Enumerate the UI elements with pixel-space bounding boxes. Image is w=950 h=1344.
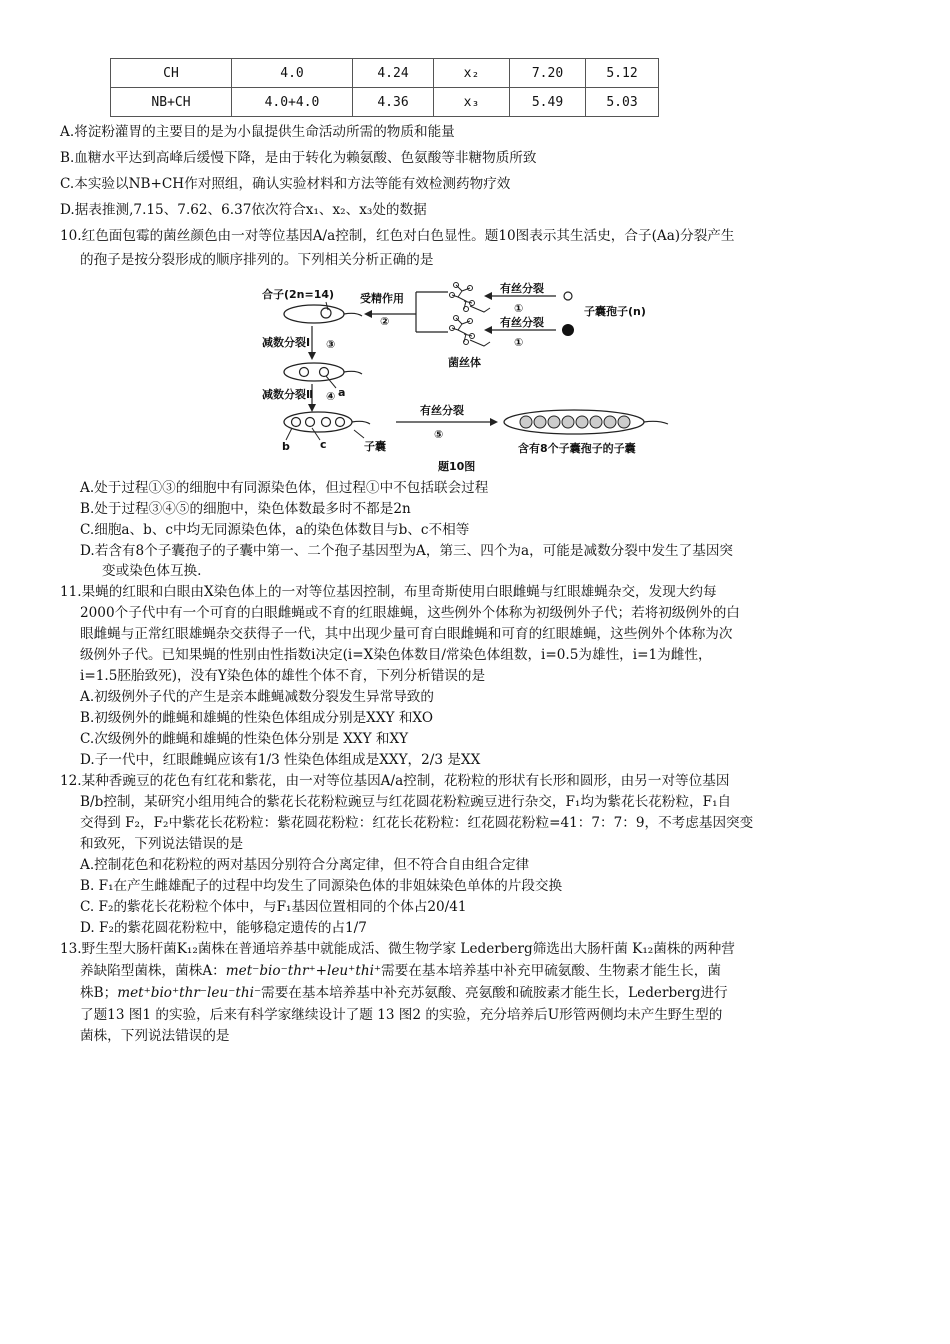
meiosis1-label: 减数分裂Ⅰ — [262, 336, 311, 349]
step1-top-label: ① — [514, 302, 524, 315]
fertilization-label: 受精作用 — [360, 292, 404, 305]
table-cell: 5.12 — [586, 59, 659, 88]
ascus-meiosis1 — [284, 363, 344, 381]
q11-stem-line4: 级例外子代。已知果蝇的性别由性指数i决定(i=X染色体数目/常染色体组数，i=0.5为雄性，i=1为雌性， — [80, 647, 712, 663]
mycelium-bottom — [450, 316, 491, 347]
ascus8-label: 含有8个子囊孢子的子囊 — [518, 442, 636, 455]
q13-text: 株B； — [80, 985, 118, 1001]
label-a: a — [338, 386, 346, 399]
q13-text: 养缺陷型菌株，菌株A： — [80, 963, 226, 979]
q10-stem-line1: 10.红色面包霉的菌丝颜色由一对等位基因A/a控制，红色对白色显性。题10图表示其生活史，合子(Aa)分裂产生 — [60, 228, 735, 244]
q10-option-b: B.处于过程③④⑤的细胞中，染色体数最多时不都是2n — [80, 501, 411, 517]
nucleus — [320, 368, 329, 377]
q11-stem-line1: 11.果蝇的红眼和白眼由X染色体上的一对等位基因控制，布里奇斯使用白眼雌蝇与红眼雄蝇杂交，发现大约每 — [60, 584, 717, 600]
zygote-stalk — [344, 313, 362, 316]
arrowhead — [484, 326, 492, 334]
q10-stem-line2: 的孢子是按分裂形成的顺序排列的。下列相关分析正确的是 — [80, 252, 434, 268]
ascus-stalk — [352, 421, 370, 424]
q12-stem-line2: B/b控制，某研究小组用纯合的紫花长花粉粒豌豆与红花圆花粉粒豌豆进行杂交，F₁均为紫花长花粉粒，F₁自 — [80, 794, 732, 810]
q11-stem-line5: i=1.5胚胎致死)，没有Y染色体的雄性个体不育，下列分析错误的是 — [80, 668, 486, 684]
arrowhead — [364, 310, 372, 318]
nucleus — [300, 368, 309, 377]
table-cell: 4.0 — [232, 59, 353, 88]
q9-option-d: D.据表推测,7.15、7.62、6.37依次符合x₁、x₂、x₃处的数据 — [60, 202, 427, 218]
q12-option-c: C. F₂的紫花长花粉粒个体中，与F₁基因位置相同的个体占20/41 — [80, 899, 467, 915]
q11-stem-line3: 眼雌蝇与正常红眼雄蝇杂交获得子一代，其中出现少量可育白眼雌蝇和可育的红眼雄蝇，这些例外个体称为次 — [80, 626, 733, 642]
q10-option-c: C.细胞a、b、c中均无同源染色体，a的染色体数目与b、c不相等 — [80, 522, 470, 538]
q11-option-b: B.初级例外的雌蝇和雄蝇的性染色体组成分别是XXY 和XO — [80, 710, 434, 726]
table-cell: 4.0+4.0 — [232, 88, 353, 117]
mitosis-top-label: 有丝分裂 — [500, 282, 544, 295]
spore-row — [520, 416, 630, 428]
table-cell: 5.03 — [586, 88, 659, 117]
q9-option-c: C.本实验以NB+CH作对照组，确认实验材料和方法等能有效检测药物疗效 — [60, 176, 511, 192]
arrowhead — [484, 292, 492, 300]
label-c: c — [320, 438, 327, 451]
genotype-b: met⁺bio⁺thr⁻leu⁻thi⁻ — [117, 985, 262, 1001]
table-row — [111, 59, 659, 88]
table-cell: 4.36 — [353, 88, 434, 117]
mycelium-label: 菌丝体 — [448, 356, 481, 369]
mitosis-bottom-label: 有丝分裂 — [500, 316, 544, 329]
table-cell: x₂ — [434, 59, 510, 88]
arrowhead — [490, 418, 498, 426]
table-cell: 5.49 — [510, 88, 586, 117]
q9-option-b: B.血糖水平达到高峰后缓慢下降，是由于转化为赖氨酸、色氨酸等非糖物质所致 — [60, 150, 537, 166]
table-row — [111, 88, 659, 117]
ascospore-label: 子囊孢子(n) — [584, 305, 646, 318]
q13-stem-line5: 菌株，下列说法错误的是 — [80, 1028, 230, 1044]
q13-stem-line1: 13.野生型大肠杆菌K₁₂菌株在普通培养基中就能成活、微生物学家 Lederberg筛选出大肠杆菌 K₁₂菌株的两种营 — [60, 941, 735, 957]
q11-option-c: C.次级例外的雌蝇和雄蝇的性染色体分别是 XXY 和XY — [80, 731, 409, 747]
pointer-c — [312, 428, 320, 440]
black-spore — [562, 324, 574, 336]
ascus-stalk — [644, 421, 668, 424]
q12-stem-line1: 12.某种香豌豆的花色有红花和紫花，由一对等位基因A/a控制，花粉粒的形状有长形和圆形，由另一对等位基因 — [60, 773, 730, 789]
white-spore — [564, 292, 572, 300]
q11-option-d: D.子一代中，红眼雌蝇应该有1/3 性染色体组成是XXY，2/3 是XX — [80, 752, 481, 768]
q12-option-d: D. F₂的紫花圆花粉粒中，能够稳定遗传的占1/7 — [80, 920, 367, 936]
nucleus — [306, 418, 315, 427]
data-table — [110, 58, 659, 117]
zygote-label: 合子(2n=14) — [262, 288, 335, 301]
q13-stem-line2 — [80, 961, 721, 981]
nucleus — [336, 418, 345, 427]
q12-option-a: A.控制花色和花粉粒的两对基因分别符合分离定律，但不符合自由组合定律 — [80, 857, 530, 873]
q13-stem-line3 — [80, 983, 728, 1003]
arrowhead — [308, 352, 316, 360]
step5-label: ⑤ — [434, 428, 444, 441]
table-cell: NB+CH — [111, 88, 232, 117]
nucleus — [322, 418, 331, 427]
q10-option-d: D.若含有8个子囊孢子的子囊中第一、二个孢子基因型为A，第三、四个为a，可能是减数分裂中发生了基因突 — [80, 543, 734, 559]
q12-option-b: B. F₁在产生雌雄配子的过程中均发生了同源染色体的非姐妹染色单体的片段交换 — [80, 878, 563, 894]
q12-stem-line4: 和致死，下列说法错误的是 — [80, 836, 244, 852]
label-b: b — [282, 440, 290, 453]
ascus-meiosis2 — [284, 412, 352, 432]
mitosis-right-label: 有丝分裂 — [420, 404, 464, 417]
q10-option-d-cont: 变或染色体互换. — [102, 563, 202, 579]
life-cycle-diagram — [256, 280, 676, 475]
ascus-stalk — [344, 371, 362, 374]
table-cell: CH — [111, 59, 232, 88]
mycelium-top — [450, 283, 491, 313]
arrowhead — [308, 404, 316, 412]
step2-label: ② — [380, 315, 390, 328]
step3-label: ③ — [326, 338, 336, 351]
q10-option-a: A.处于过程①③的细胞中有同源染色体，但过程①中不包括联会过程 — [80, 480, 489, 496]
q9-option-a: A.将淀粉灌胃的主要目的是为小鼠提供生命活动所需的物质和能量 — [60, 124, 455, 140]
meiosis2-label: 减数分裂Ⅱ — [262, 388, 314, 401]
table-cell: 4.24 — [353, 59, 434, 88]
q13-text: 需要在基本培养基中补充苏氨酸、亮氨酸和硫胺素才能生长，Lederberg进行 — [261, 985, 728, 1001]
zygote-ascus — [284, 305, 344, 323]
q11-stem-line2: 2000个子代中有一个可育的白眼雌蝇或不育的红眼雄蝇，这些例外个体称为初级例外子代；若将初级例外的白 — [80, 605, 740, 621]
step1-bottom-label: ① — [514, 336, 524, 349]
table-cell: x₃ — [434, 88, 510, 117]
q12-stem-line3: 交得到 F₂，F₂中紫花长花粉粒：紫花圆花粉粒：红花长花粉粒：红花圆花粉粒=41：7：7：9，不考虑基因突变 — [80, 815, 754, 831]
genotype-a: met⁻bio⁻thr⁺+leu⁺thi⁺ — [225, 963, 382, 979]
nucleus — [292, 418, 301, 427]
figure-caption: 题10图 — [438, 460, 476, 473]
pointer-ascus — [354, 430, 364, 438]
table-cell: 7.20 — [510, 59, 586, 88]
zygote-nucleus — [321, 308, 331, 318]
step4-label: ④ — [326, 390, 336, 403]
ascus-label: 子囊 — [364, 440, 386, 453]
q13-text: 需要在基本培养基中补充甲硫氨酸、生物素才能生长，菌 — [381, 963, 721, 979]
pointer-a — [326, 376, 336, 388]
q13-stem-line4: 了题13 图1 的实验，后来有科学家继续设计了题 13 图2 的实验，充分培养后U形管两侧均未产生野生型的 — [80, 1007, 723, 1023]
q11-option-a: A.初级例外子代的产生是亲本雌蝇减数分裂发生异常导致的 — [80, 689, 434, 705]
pointer-b — [286, 428, 292, 440]
